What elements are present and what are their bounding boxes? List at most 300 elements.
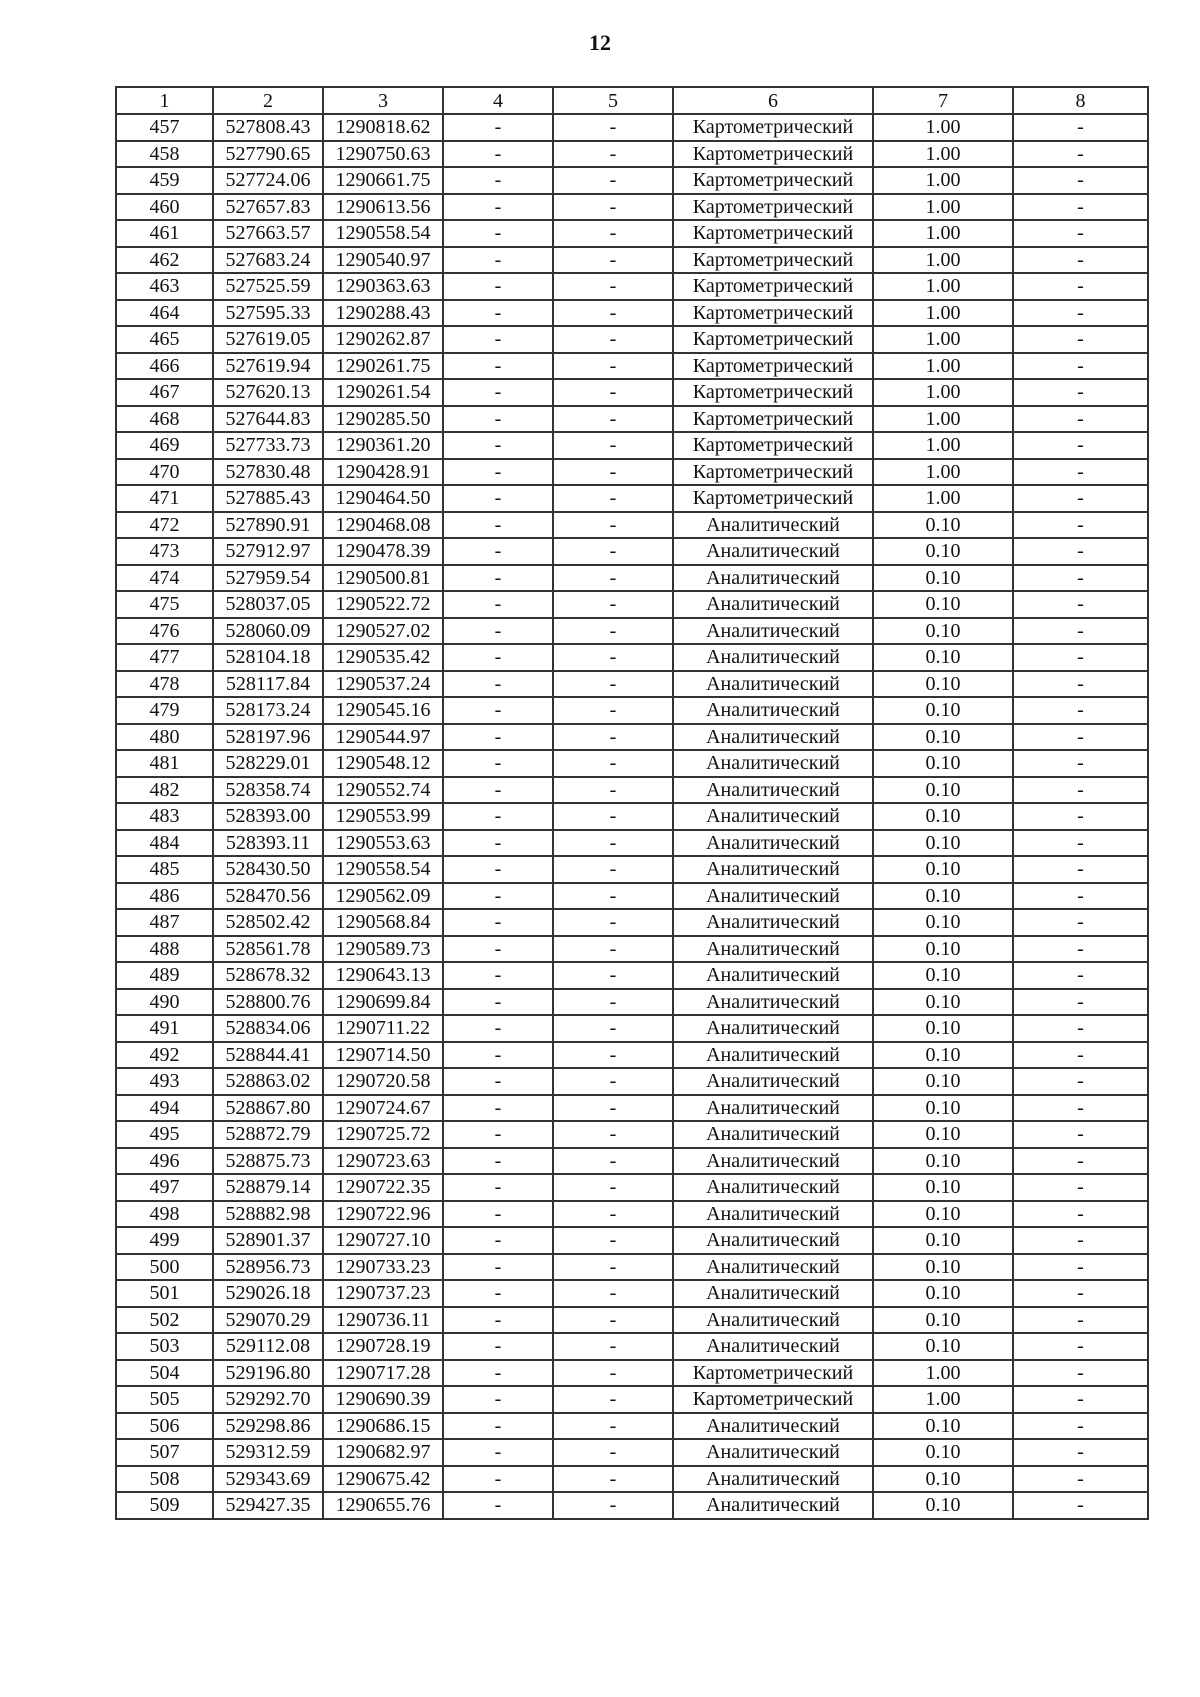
point-number-cell: 500 <box>116 1254 213 1281</box>
y-coordinate-cell: 1290553.99 <box>323 803 443 830</box>
col4-cell: - <box>443 220 553 247</box>
table-row <box>116 300 1148 327</box>
point-number-cell: 483 <box>116 803 213 830</box>
y-coordinate-cell: 1290711.22 <box>323 1015 443 1042</box>
method-cell: Аналитический <box>673 1121 873 1148</box>
col5-cell: - <box>553 1148 673 1175</box>
table-row <box>116 697 1148 724</box>
y-coordinate-cell: 1290733.23 <box>323 1254 443 1281</box>
method-cell: Аналитический <box>673 1174 873 1201</box>
column-header-5: 5 <box>553 87 673 114</box>
col8-cell: - <box>1013 114 1148 141</box>
col4-cell: - <box>443 273 553 300</box>
y-coordinate-cell: 1290725.72 <box>323 1121 443 1148</box>
accuracy-cell: 1.00 <box>873 1360 1013 1387</box>
accuracy-cell: 0.10 <box>873 1492 1013 1519</box>
y-coordinate-cell: 1290288.43 <box>323 300 443 327</box>
accuracy-cell: 0.10 <box>873 750 1013 777</box>
col8-cell: - <box>1013 194 1148 221</box>
accuracy-cell: 0.10 <box>873 1174 1013 1201</box>
x-coordinate-cell: 528430.50 <box>213 856 323 883</box>
col5-cell: - <box>553 141 673 168</box>
col8-cell: - <box>1013 353 1148 380</box>
col8-cell: - <box>1013 883 1148 910</box>
method-cell: Картометрический <box>673 379 873 406</box>
col8-cell: - <box>1013 1333 1148 1360</box>
method-cell: Аналитический <box>673 538 873 565</box>
accuracy-cell: 0.10 <box>873 724 1013 751</box>
col5-cell: - <box>553 777 673 804</box>
col8-cell: - <box>1013 909 1148 936</box>
table-row <box>116 1413 1148 1440</box>
y-coordinate-cell: 1290723.63 <box>323 1148 443 1175</box>
col5-cell: - <box>553 1307 673 1334</box>
col5-cell: - <box>553 1227 673 1254</box>
col4-cell: - <box>443 1413 553 1440</box>
table-row <box>116 141 1148 168</box>
method-cell: Картометрический <box>673 247 873 274</box>
col5-cell: - <box>553 1439 673 1466</box>
accuracy-cell: 0.10 <box>873 512 1013 539</box>
x-coordinate-cell: 528901.37 <box>213 1227 323 1254</box>
x-coordinate-cell: 528229.01 <box>213 750 323 777</box>
col5-cell: - <box>553 1042 673 1069</box>
column-header-7: 7 <box>873 87 1013 114</box>
col5-cell: - <box>553 1201 673 1228</box>
method-cell: Аналитический <box>673 936 873 963</box>
col5-cell: - <box>553 114 673 141</box>
method-cell: Картометрический <box>673 406 873 433</box>
point-number-cell: 459 <box>116 167 213 194</box>
table-row <box>116 114 1148 141</box>
col5-cell: - <box>553 697 673 724</box>
col4-cell: - <box>443 883 553 910</box>
method-cell: Аналитический <box>673 1439 873 1466</box>
col8-cell: - <box>1013 406 1148 433</box>
y-coordinate-cell: 1290655.76 <box>323 1492 443 1519</box>
point-number-cell: 491 <box>116 1015 213 1042</box>
point-number-cell: 480 <box>116 724 213 751</box>
method-cell: Аналитический <box>673 565 873 592</box>
accuracy-cell: 0.10 <box>873 1227 1013 1254</box>
x-coordinate-cell: 528875.73 <box>213 1148 323 1175</box>
col5-cell: - <box>553 962 673 989</box>
accuracy-cell: 0.10 <box>873 1413 1013 1440</box>
col4-cell: - <box>443 300 553 327</box>
point-number-cell: 497 <box>116 1174 213 1201</box>
accuracy-cell: 1.00 <box>873 194 1013 221</box>
table-row <box>116 273 1148 300</box>
accuracy-cell: 1.00 <box>873 406 1013 433</box>
table-row <box>116 565 1148 592</box>
method-cell: Аналитический <box>673 856 873 883</box>
y-coordinate-cell: 1290468.08 <box>323 512 443 539</box>
point-number-cell: 490 <box>116 989 213 1016</box>
col4-cell: - <box>443 1095 553 1122</box>
col5-cell: - <box>553 1068 673 1095</box>
method-cell: Аналитический <box>673 1466 873 1493</box>
point-number-cell: 502 <box>116 1307 213 1334</box>
point-number-cell: 496 <box>116 1148 213 1175</box>
accuracy-cell: 0.10 <box>873 830 1013 857</box>
point-number-cell: 462 <box>116 247 213 274</box>
col4-cell: - <box>443 1254 553 1281</box>
method-cell: Картометрический <box>673 326 873 353</box>
col4-cell: - <box>443 114 553 141</box>
accuracy-cell: 1.00 <box>873 167 1013 194</box>
method-cell: Аналитический <box>673 1201 873 1228</box>
col5-cell: - <box>553 1280 673 1307</box>
col4-cell: - <box>443 1121 553 1148</box>
x-coordinate-cell: 528104.18 <box>213 644 323 671</box>
col5-cell: - <box>553 1466 673 1493</box>
x-coordinate-cell: 528879.14 <box>213 1174 323 1201</box>
y-coordinate-cell: 1290464.50 <box>323 485 443 512</box>
col8-cell: - <box>1013 591 1148 618</box>
page-number: 12 <box>589 30 611 55</box>
table-row <box>116 1307 1148 1334</box>
col5-cell: - <box>553 750 673 777</box>
accuracy-cell: 1.00 <box>873 273 1013 300</box>
accuracy-cell: 1.00 <box>873 353 1013 380</box>
col4-cell: - <box>443 909 553 936</box>
accuracy-cell: 0.10 <box>873 565 1013 592</box>
col4-cell: - <box>443 1333 553 1360</box>
col8-cell: - <box>1013 300 1148 327</box>
table-row <box>116 1095 1148 1122</box>
y-coordinate-cell: 1290690.39 <box>323 1386 443 1413</box>
accuracy-cell: 0.10 <box>873 1068 1013 1095</box>
col4-cell: - <box>443 1042 553 1069</box>
x-coordinate-cell: 527657.83 <box>213 194 323 221</box>
col8-cell: - <box>1013 989 1148 1016</box>
col4-cell: - <box>443 1174 553 1201</box>
col8-cell: - <box>1013 326 1148 353</box>
point-number-cell: 463 <box>116 273 213 300</box>
accuracy-cell: 0.10 <box>873 1466 1013 1493</box>
table-row <box>116 644 1148 671</box>
col4-cell: - <box>443 989 553 1016</box>
col5-cell: - <box>553 273 673 300</box>
accuracy-cell: 0.10 <box>873 538 1013 565</box>
col5-cell: - <box>553 379 673 406</box>
col8-cell: - <box>1013 644 1148 671</box>
y-coordinate-cell: 1290818.62 <box>323 114 443 141</box>
col5-cell: - <box>553 220 673 247</box>
method-cell: Картометрический <box>673 1360 873 1387</box>
y-coordinate-cell: 1290728.19 <box>323 1333 443 1360</box>
col4-cell: - <box>443 167 553 194</box>
col4-cell: - <box>443 1307 553 1334</box>
table-row <box>116 1254 1148 1281</box>
table-row <box>116 379 1148 406</box>
col4-cell: - <box>443 856 553 883</box>
col5-cell: - <box>553 803 673 830</box>
col8-cell: - <box>1013 1466 1148 1493</box>
col5-cell: - <box>553 856 673 883</box>
x-coordinate-cell: 527683.24 <box>213 247 323 274</box>
y-coordinate-cell: 1290643.13 <box>323 962 443 989</box>
y-coordinate-cell: 1290675.42 <box>323 1466 443 1493</box>
y-coordinate-cell: 1290562.09 <box>323 883 443 910</box>
col8-cell: - <box>1013 1227 1148 1254</box>
col5-cell: - <box>553 1174 673 1201</box>
col4-cell: - <box>443 644 553 671</box>
method-cell: Аналитический <box>673 1015 873 1042</box>
point-number-cell: 468 <box>116 406 213 433</box>
col8-cell: - <box>1013 724 1148 751</box>
x-coordinate-cell: 529343.69 <box>213 1466 323 1493</box>
table-row <box>116 909 1148 936</box>
x-coordinate-cell: 528393.11 <box>213 830 323 857</box>
accuracy-cell: 1.00 <box>873 326 1013 353</box>
point-number-cell: 475 <box>116 591 213 618</box>
accuracy-cell: 0.10 <box>873 1148 1013 1175</box>
y-coordinate-cell: 1290717.28 <box>323 1360 443 1387</box>
method-cell: Картометрический <box>673 459 873 486</box>
point-number-cell: 474 <box>116 565 213 592</box>
accuracy-cell: 1.00 <box>873 220 1013 247</box>
point-number-cell: 506 <box>116 1413 213 1440</box>
col8-cell: - <box>1013 777 1148 804</box>
x-coordinate-cell: 527644.83 <box>213 406 323 433</box>
point-number-cell: 487 <box>116 909 213 936</box>
col5-cell: - <box>553 644 673 671</box>
table-row <box>116 618 1148 645</box>
point-number-cell: 495 <box>116 1121 213 1148</box>
col8-cell: - <box>1013 459 1148 486</box>
method-cell: Картометрический <box>673 432 873 459</box>
point-number-cell: 488 <box>116 936 213 963</box>
x-coordinate-cell: 528678.32 <box>213 962 323 989</box>
method-cell: Аналитический <box>673 1148 873 1175</box>
x-coordinate-cell: 528502.42 <box>213 909 323 936</box>
table-row <box>116 353 1148 380</box>
col4-cell: - <box>443 379 553 406</box>
point-number-cell: 509 <box>116 1492 213 1519</box>
table-row <box>116 1042 1148 1069</box>
x-coordinate-cell: 528867.80 <box>213 1095 323 1122</box>
table-row <box>116 194 1148 221</box>
x-coordinate-cell: 528470.56 <box>213 883 323 910</box>
table-row <box>116 220 1148 247</box>
point-number-cell: 477 <box>116 644 213 671</box>
point-number-cell: 499 <box>116 1227 213 1254</box>
col5-cell: - <box>553 671 673 698</box>
col8-cell: - <box>1013 273 1148 300</box>
y-coordinate-cell: 1290527.02 <box>323 618 443 645</box>
method-cell: Картометрический <box>673 114 873 141</box>
accuracy-cell: 1.00 <box>873 432 1013 459</box>
method-cell: Аналитический <box>673 644 873 671</box>
table-row <box>116 777 1148 804</box>
point-number-cell: 484 <box>116 830 213 857</box>
y-coordinate-cell: 1290589.73 <box>323 936 443 963</box>
col8-cell: - <box>1013 1492 1148 1519</box>
x-coordinate-cell: 527525.59 <box>213 273 323 300</box>
method-cell: Аналитический <box>673 777 873 804</box>
method-cell: Аналитический <box>673 1280 873 1307</box>
col4-cell: - <box>443 1492 553 1519</box>
method-cell: Картометрический <box>673 167 873 194</box>
accuracy-cell: 0.10 <box>873 989 1013 1016</box>
point-number-cell: 492 <box>116 1042 213 1069</box>
col4-cell: - <box>443 406 553 433</box>
col4-cell: - <box>443 512 553 539</box>
col4-cell: - <box>443 141 553 168</box>
col5-cell: - <box>553 1413 673 1440</box>
accuracy-cell: 0.10 <box>873 591 1013 618</box>
col5-cell: - <box>553 485 673 512</box>
column-header-2: 2 <box>213 87 323 114</box>
method-cell: Аналитический <box>673 671 873 698</box>
point-number-cell: 467 <box>116 379 213 406</box>
col4-cell: - <box>443 565 553 592</box>
method-cell: Аналитический <box>673 591 873 618</box>
col4-cell: - <box>443 1280 553 1307</box>
method-cell: Аналитический <box>673 1095 873 1122</box>
y-coordinate-cell: 1290724.67 <box>323 1095 443 1122</box>
col8-cell: - <box>1013 1201 1148 1228</box>
accuracy-cell: 1.00 <box>873 114 1013 141</box>
col5-cell: - <box>553 883 673 910</box>
method-cell: Аналитический <box>673 1333 873 1360</box>
accuracy-cell: 1.00 <box>873 1386 1013 1413</box>
col4-cell: - <box>443 326 553 353</box>
y-coordinate-cell: 1290727.10 <box>323 1227 443 1254</box>
accuracy-cell: 0.10 <box>873 697 1013 724</box>
col5-cell: - <box>553 565 673 592</box>
table-row <box>116 1201 1148 1228</box>
method-cell: Аналитический <box>673 512 873 539</box>
table-row <box>116 1439 1148 1466</box>
method-cell: Аналитический <box>673 1068 873 1095</box>
point-number-cell: 476 <box>116 618 213 645</box>
table-row <box>116 1015 1148 1042</box>
col8-cell: - <box>1013 697 1148 724</box>
method-cell: Картометрический <box>673 273 873 300</box>
x-coordinate-cell: 527663.57 <box>213 220 323 247</box>
table-row <box>116 1148 1148 1175</box>
y-coordinate-cell: 1290682.97 <box>323 1439 443 1466</box>
x-coordinate-cell: 529312.59 <box>213 1439 323 1466</box>
col8-cell: - <box>1013 512 1148 539</box>
col4-cell: - <box>443 750 553 777</box>
table-row <box>116 671 1148 698</box>
table-row <box>116 591 1148 618</box>
col5-cell: - <box>553 1121 673 1148</box>
x-coordinate-cell: 528863.02 <box>213 1068 323 1095</box>
table-row <box>116 803 1148 830</box>
col8-cell: - <box>1013 1413 1148 1440</box>
y-coordinate-cell: 1290553.63 <box>323 830 443 857</box>
table-row <box>116 1386 1148 1413</box>
y-coordinate-cell: 1290722.35 <box>323 1174 443 1201</box>
y-coordinate-cell: 1290548.12 <box>323 750 443 777</box>
col5-cell: - <box>553 194 673 221</box>
point-number-cell: 473 <box>116 538 213 565</box>
y-coordinate-cell: 1290558.54 <box>323 856 443 883</box>
method-cell: Аналитический <box>673 1307 873 1334</box>
col5-cell: - <box>553 1254 673 1281</box>
col4-cell: - <box>443 194 553 221</box>
method-cell: Картометрический <box>673 300 873 327</box>
point-number-cell: 505 <box>116 1386 213 1413</box>
point-number-cell: 472 <box>116 512 213 539</box>
method-cell: Аналитический <box>673 883 873 910</box>
accuracy-cell: 0.10 <box>873 1121 1013 1148</box>
accuracy-cell: 0.10 <box>873 1307 1013 1334</box>
col4-cell: - <box>443 1201 553 1228</box>
accuracy-cell: 1.00 <box>873 379 1013 406</box>
col4-cell: - <box>443 1386 553 1413</box>
table-row <box>116 724 1148 751</box>
point-number-cell: 479 <box>116 697 213 724</box>
y-coordinate-cell: 1290686.15 <box>323 1413 443 1440</box>
x-coordinate-cell: 527890.91 <box>213 512 323 539</box>
point-number-cell: 481 <box>116 750 213 777</box>
point-number-cell: 457 <box>116 114 213 141</box>
table-row <box>116 432 1148 459</box>
column-header-6: 6 <box>673 87 873 114</box>
col5-cell: - <box>553 1386 673 1413</box>
col8-cell: - <box>1013 1439 1148 1466</box>
point-number-cell: 466 <box>116 353 213 380</box>
column-header-3: 3 <box>323 87 443 114</box>
x-coordinate-cell: 528956.73 <box>213 1254 323 1281</box>
x-coordinate-cell: 527619.05 <box>213 326 323 353</box>
col4-cell: - <box>443 724 553 751</box>
table-header-row <box>116 87 1148 114</box>
col8-cell: - <box>1013 432 1148 459</box>
y-coordinate-cell: 1290363.63 <box>323 273 443 300</box>
table-row <box>116 512 1148 539</box>
column-header-4: 4 <box>443 87 553 114</box>
col8-cell: - <box>1013 141 1148 168</box>
x-coordinate-cell: 527912.97 <box>213 538 323 565</box>
y-coordinate-cell: 1290736.11 <box>323 1307 443 1334</box>
col4-cell: - <box>443 538 553 565</box>
col8-cell: - <box>1013 1148 1148 1175</box>
x-coordinate-cell: 527830.48 <box>213 459 323 486</box>
y-coordinate-cell: 1290544.97 <box>323 724 443 751</box>
accuracy-cell: 0.10 <box>873 777 1013 804</box>
method-cell: Аналитический <box>673 1413 873 1440</box>
col8-cell: - <box>1013 936 1148 963</box>
col8-cell: - <box>1013 962 1148 989</box>
method-cell: Картометрический <box>673 194 873 221</box>
method-cell: Аналитический <box>673 962 873 989</box>
y-coordinate-cell: 1290522.72 <box>323 591 443 618</box>
col8-cell: - <box>1013 803 1148 830</box>
col4-cell: - <box>443 1227 553 1254</box>
col5-cell: - <box>553 406 673 433</box>
col8-cell: - <box>1013 1121 1148 1148</box>
x-coordinate-cell: 528037.05 <box>213 591 323 618</box>
y-coordinate-cell: 1290285.50 <box>323 406 443 433</box>
method-cell: Аналитический <box>673 989 873 1016</box>
y-coordinate-cell: 1290262.87 <box>323 326 443 353</box>
point-number-cell: 503 <box>116 1333 213 1360</box>
method-cell: Аналитический <box>673 1042 873 1069</box>
y-coordinate-cell: 1290535.42 <box>323 644 443 671</box>
y-coordinate-cell: 1290722.96 <box>323 1201 443 1228</box>
method-cell: Аналитический <box>673 750 873 777</box>
col8-cell: - <box>1013 379 1148 406</box>
point-number-cell: 501 <box>116 1280 213 1307</box>
y-coordinate-cell: 1290537.24 <box>323 671 443 698</box>
col4-cell: - <box>443 591 553 618</box>
